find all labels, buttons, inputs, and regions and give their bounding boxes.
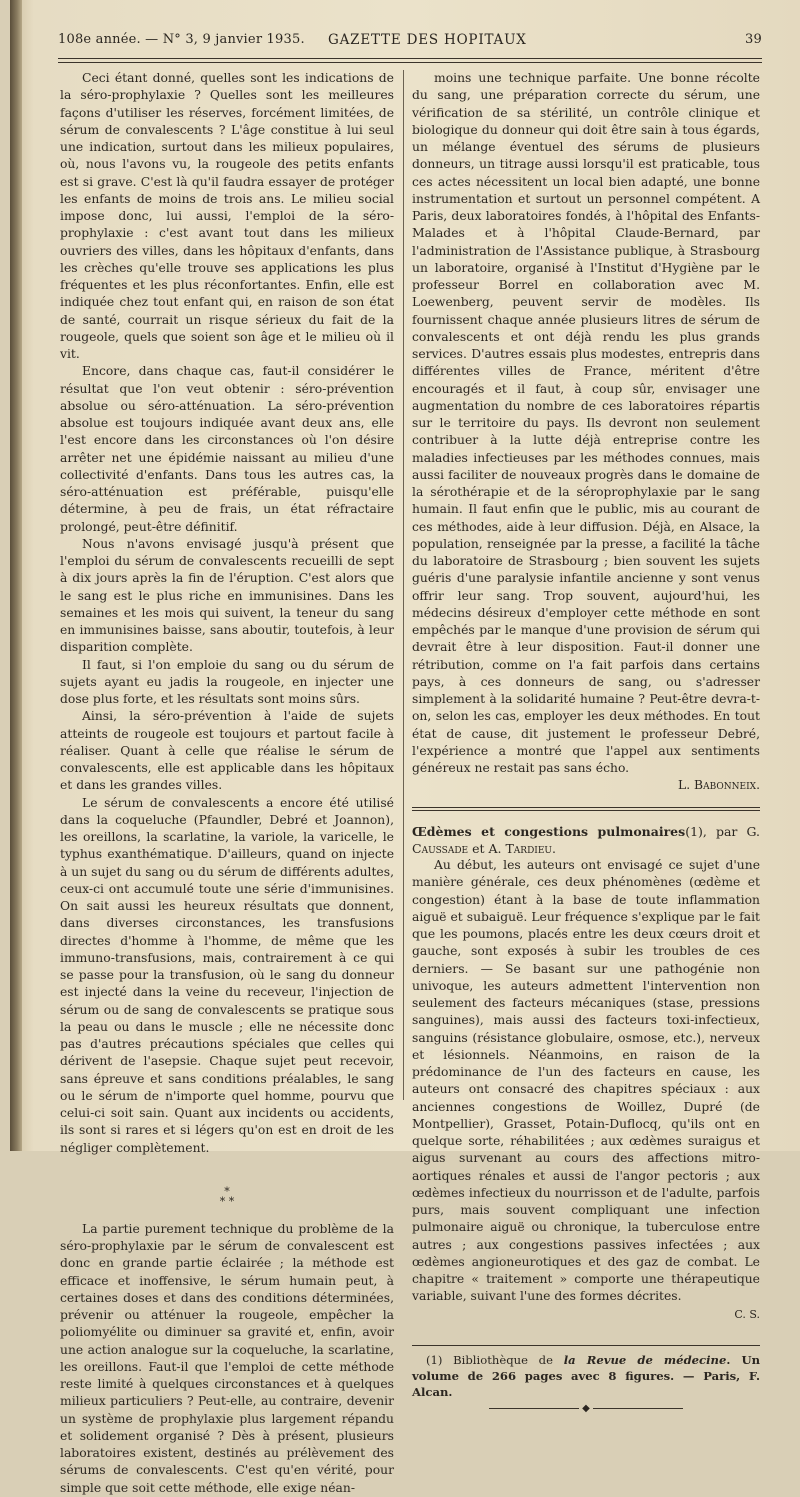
- paragraph: Ainsi, la séro-prévention à l'aide de sujets atteints de rougeole est toujours et partout facile à réaliser. Quant à celle que réalise le sérum de convalescents, elle est applicable dans les hôpitaux et dans les grandes villes.: [60, 709, 394, 793]
- article-body: Au début, les auteurs ont envisagé ce sujet d'une manière générale, ces deux phénomènes (œdème et congestion) étant à la base de toute inflammation aiguë et subaiguë. Leur fréquence s'explique par le fait que les poumons, placés entre les deux cœurs droit et gauche, sont exposés à subir les troubles de ces derniers. — Se basant sur une pathogénie non univoque, les auteurs admettent l'intervention non seulement des facteurs mécaniques (stase, pressions sanguines), mais aussi des facteurs toxi-infectieux, sanguins (résistance globulaire, osmose, etc.), nerveux et lésionnels. Néanmoins, en raison de la prédominance de l'un des facteurs en cause, les auteurs ont consacré des chapitres spéciaux : aux anciennes congestions de Woillez, Dupré (de Montpellier), Grasset, Potain-Duflocq, qu'ils ont en quelque sorte, réhabilitées ; aux œdèmes suraigus et aigus survenant au cours des affections mitro-aortiques rénales et aussi de l'angor pectoris ; aux œdèmes infectieux du nourrisson et de l'adulte, parfois purs, mais souvent compliquant une infection pulmonaire aiguë ou chronique, la tuberculose entre autres ; aux congestions passives infectées ; aux œdèmes angioneurotiques et des gaz de combat. Le chapitre « traitement » comporte une thérapeutique variable, suivant l'une des formes décrites.: [412, 858, 760, 1304]
- author-name: G. Caussade: [412, 823, 760, 856]
- section-separator-asterisks: * * *: [219, 1184, 235, 1208]
- author-signature: L. Babonneix.: [678, 778, 760, 793]
- page-header: [58, 32, 762, 52]
- journal-title: GAZETTE DES HOPITAUX: [328, 32, 527, 48]
- author-name: A. Tardieu.: [488, 840, 556, 856]
- paragraph: Encore, dans chaque cas, faut-il considérer le résultat que l'on veut obtenir : séro-prévention absolue ou séro-atténuation. La séro-prévention absolue est toujours indiquée avant deux ans, elle l'est encore dans les circonstances où l'on désire arrêter net une épidémie naissant au milieu d'une collectivité d'enfants. Dans tous les autres cas, la séro-atténuation est préférable, puisqu'elle détermine, à peu de frais, un état réfractaire prolongé, peut-être définitif.: [60, 364, 394, 534]
- article-title: Œdèmes et congestions pulmonaires: [412, 823, 686, 839]
- newspaper-page: [10, 0, 800, 1495]
- footnote-reference: (1): [685, 823, 703, 839]
- article-separator-rule: [412, 807, 760, 811]
- paragraph: moins une technique parfaite. Une bonne récolte du sang, une préparation correcte du sérum, une vérification de sa stérilité, un contrôle clinique et biologique du donneur qui doit être sain à tous égards, un mélange éventuel des sérums de plusieurs donneurs, un titrage aussi lorsqu'il est praticable, tous ces actes nécessitent un local bien adapté, une bonne instrumentation et surtout un personnel compétent. A Paris, deux laboratoires fondés, à l'hôpital des Enfants-Malades et à l'hôpital Claude-Bernard, par l'administration de l'Assistance publique, à Strasbourg un laboratoire, organisé à l'Institut d'Hygiène par le professeur Borrel en collaboration avec M. Loewenberg, peuvent servir de modèles. Ils fournissent chaque année plusieurs litres de sérum de convalescents et ont déjà rendu les plus grands services. D'autres essais plus modestes, entrepris dans différentes villes de France, méritent d'être encouragés et il faut, à coup sûr, envisager une augmentation du nombre de ces laboratoires répartis sur le territoire du pays. Ils devront non seulement contribuer à la lutte déjà entreprise contre les maladies infectieuses par les méthodes connues, mais aussi faciliter de nouveaux progrès dans le domaine de la sérothérapie et de la séroprophylaxie par le sang humain. Il faut enfin que le public, mis au courant de ces méthodes, aide à leur diffusion. Déjà, en Alsace, la population, renseignée par la presse, a facilité la tâche du laboratoire de Strasbourg ; bien souvent les sujets guéris d'une paralysie infantile ancienne y sont venus offrir leur sang. Trop souvent, aujourd'hui, les médecins désireux d'employer cette méthode en sont empêchés par le manque d'une provision de sérum qui devrait être à leur disposition. Faut-il donner une rétribution, comme on l'a fait parfois dans certains pays, à ces donneurs de sang, ou s'adresser simplement à la solidarité humaine ? Peut-être devra-t-on, selon les cas, employer les deux méthodes. En tout état de cause, dit justement le professeur Debré, l'expérience a montré que l'appel aux sentiments généreux ne restait pas sans écho.: [412, 71, 760, 775]
- cited-journal: la Revue de médecine: [563, 1352, 727, 1367]
- paragraph: Nous n'avons envisagé jusqu'à présent que l'emploi du sérum de convalescents recueilli de sept à dix jours après la fin de l'éruption. C'est alors que le sang est le plus riche en immunisines. Dans les semaines et les mois qui suivent, la teneur du sang en immunisines baisse, sans aboutir, toutefois, à leur disparition complète.: [60, 536, 394, 655]
- page-number: 39: [745, 32, 762, 47]
- header-double-rule: [58, 58, 762, 63]
- issue-info: 108e année. — N° 3, 9 janvier 1935.: [58, 32, 305, 47]
- paragraph: La partie purement technique du problème de la séro-prophylaxie par le sérum de convalescent est donc en grande partie éclairée ; la méthode est efficace et inoffensive, le sérum humain peut, à certaines doses et dans des conditions déterminées, prévenir ou atténuer la rougeole, empêcher la poliomyélite ou diminuer sa gravité et, enfin, avoir une action analogue sur la coqueluche, la scarlatine, les oreillons. Faut-il que l'emploi de cette méthode reste limité à quelques circonstances et à quelques milieux particuliers ? Peut-elle, au contraire, devenir un système de prophylaxie plus largement répandu et solidement organisé ? Dès à présent, plusieurs laboratoires existent, destinés au prélèvement des sérums de convalescents. C'est qu'en vérité, pour simple que soit cette méthode, elle exige néan-: [60, 1221, 394, 1495]
- footnote-rule: [412, 1345, 760, 1346]
- paragraph: Il faut, si l'on emploie du sang ou du sérum de sujets ayant eu jadis la rougeole, en injecter une dose plus forte, et les résultats sont moins sûrs.: [60, 657, 394, 706]
- article-heading: Œdèmes et congestions pulmonaires(1), par G. Caussade et A. Tardieu.: [412, 823, 760, 856]
- paragraph: Le sérum de convalescents a encore été utilisé dans la coqueluche (Pfaundler, Debré et Joannon), les oreillons, la scarlatine, la variole, la varicelle, le typhus exanthématique. D'ailleurs, quand on injecte à un sujet du sang ou du sérum de différents adultes, ceux-ci ont accumulé toute une série d'immunisines. On sait aussi les heureux résultats que donnent, dans diverses circonstances, les transfusions directes d'homme à l'homme, de même que les immuno-transfusions, mais, contrairement à ce qui se passe pour la transfusion, où le sang du donneur est injecté dans la veine du receveur, l'injection de sérum ou de sang de convalescents se pratique sous la peau ou dans le muscle ; elle ne nécessite donc pas d'autres précautions spéciales que celles qui dérivent de l'asepsie. Chaque sujet peut recevoir, sans épreuve et sans conditions préalables, le sang ou le sérum de n'importe quel homme, pourvu que celui-ci soit sain. Quant aux incidents ou accidents, ils sont si rares et si légers qu'on est en droit de les négliger complètement.: [60, 795, 394, 1155]
- paragraph: Ceci étant donné, quelles sont les indications de la séro-prophylaxie ? Quelles sont les meilleures façons d'utiliser les réserves, forcément limitées, de sérum de convalescents ? L'âge constitue à lui seul une indication, surtout dans les milieux populaires, où, nous l'avons vu, la rougeole des petits enfants est si grave. C'est là qu'il faudra essayer de protéger les enfants de moins de trois ans. Le milieu social impose donc, lui aussi, l'emploi de la séro-prophylaxie : c'est avant tout dans les milieux ouvriers des villes, dans les hôpitaux d'enfants, dans les crèches qu'elle trouve ses applications les plus fréquentes et les plus réconfortantes. Enfin, elle est indiquée chez tout enfant qui, en raison de son état de santé, courrait un risque sérieux du fait de la rougeole, quels que soient son âge et le milieu où il vit.: [60, 71, 394, 361]
- right-column: [412, 70, 760, 1417]
- page-binding-edge: [10, 0, 22, 1151]
- closing-ornament: ◆: [412, 1400, 760, 1417]
- footnote: (1) Bibliothèque de la Revue de médecine. Un volume de 266 pages avec 8 figures. — Paris, F. Alcan.: [412, 1352, 760, 1399]
- column-divider: [403, 70, 404, 1100]
- left-column: [60, 70, 394, 1497]
- reviewer-initials: C. S.: [734, 1307, 760, 1321]
